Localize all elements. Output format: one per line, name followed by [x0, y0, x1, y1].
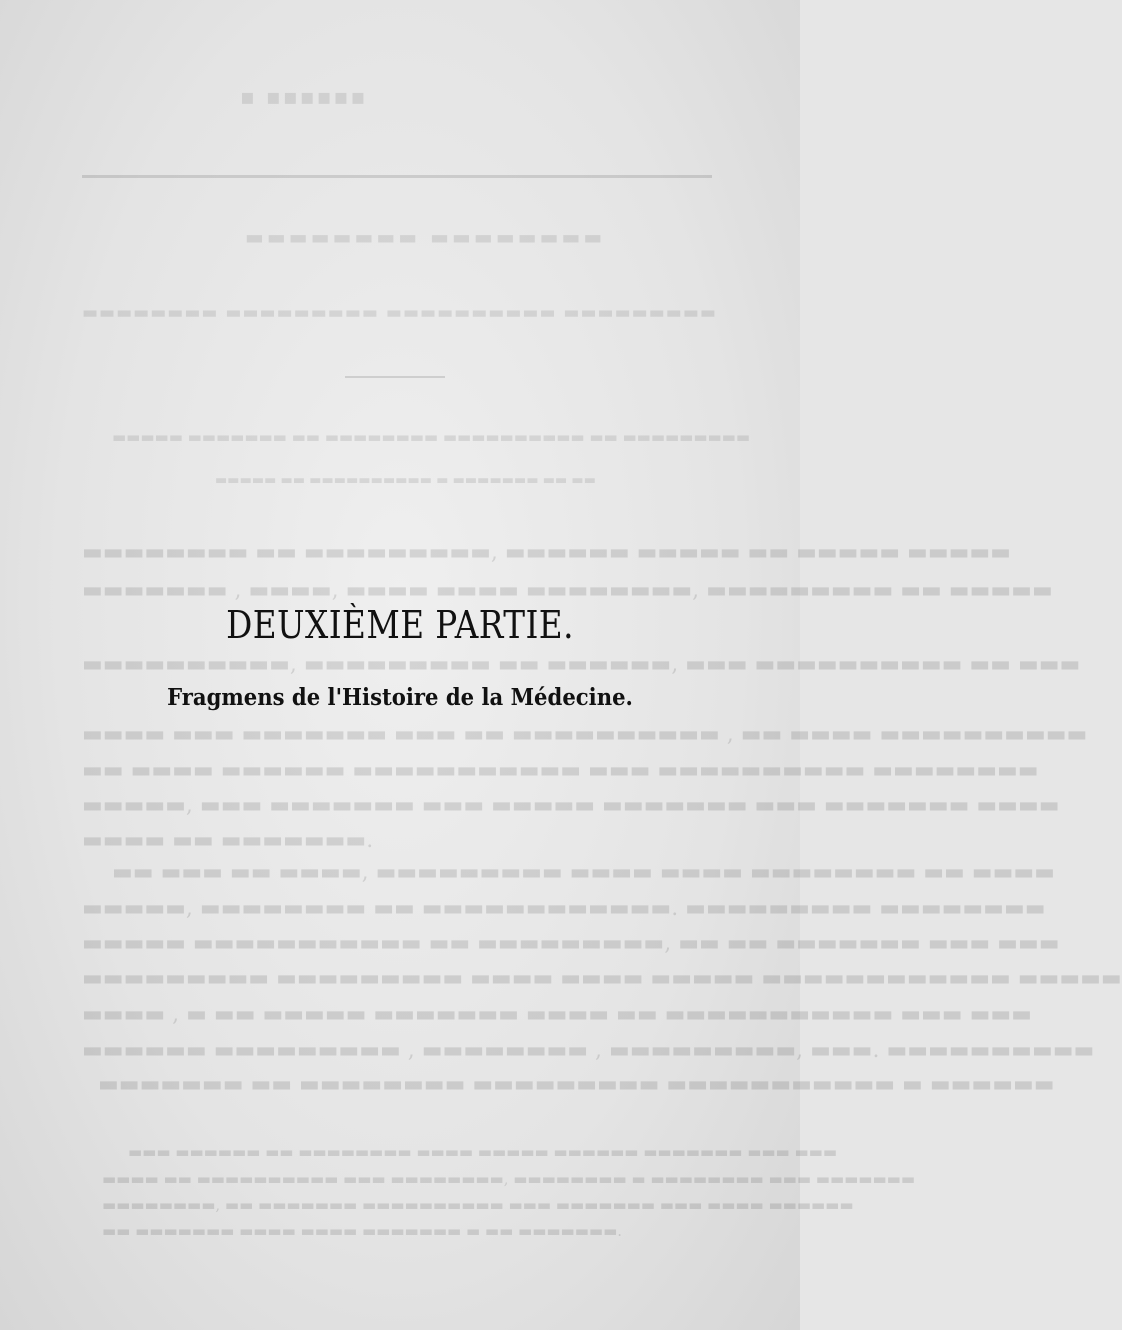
show-through-header: ▪ ▪▪▪▪▪▪: [240, 85, 368, 110]
show-through-source: ▬▬▬▬▬ ▬▬ ▬▬▬▬▬▬▬▬▬▬ ▬ ▬▬▬▬▬▬▬ ▬▬ ▬▬: [215, 473, 596, 488]
part-subtitle: Fragmens de l'Histoire de la Médecine.: [167, 684, 633, 711]
show-through-heading: ▬▬▬▬▬ ▬▬▬▬▬▬▬ ▬▬ ▬▬▬▬▬▬▬▬ ▬▬▬▬▬▬▬▬▬▬ ▬▬ ▬▬▬▬▬▬▬▬▬: [112, 428, 751, 446]
show-through-line: ▬▬▬▬▬, ▬▬▬ ▬▬▬▬▬▬▬ ▬▬▬ ▬▬▬▬▬ ▬▬▬▬▬▬▬ ▬▬▬ ▬▬▬▬▬▬▬ ▬▬▬▬: [82, 793, 1060, 818]
show-through-line: ▬▬▬▬▬▬▬▬▬▬, ▬▬▬▬▬▬▬▬▬ ▬▬ ▬▬▬▬▬▬, ▬▬▬ ▬▬▬▬▬▬▬▬▬▬ ▬▬ ▬▬▬: [82, 652, 1081, 677]
part-title: DEUXIÈME PARTIE.: [226, 603, 574, 647]
show-through-line: ▬▬▬▬ ▬▬ ▬▬▬▬▬▬▬.: [82, 828, 374, 853]
show-through-chapter: ▬▬▬▬▬▬▬▬ ▬▬▬▬▬▬▬▬: [245, 225, 606, 249]
show-through-rule: [82, 175, 712, 178]
show-through-footnote: ▬▬▬ ▬▬▬▬▬▬ ▬▬ ▬▬▬▬▬▬▬▬ ▬▬▬▬ ▬▬▬▬▬ ▬▬▬▬▬▬ ▬▬▬▬▬▬▬ ▬▬▬ ▬▬▬: [128, 1143, 838, 1161]
show-through-line: ▬▬▬▬▬▬▬▬ ▬▬ ▬▬▬▬▬▬▬▬▬, ▬▬▬▬▬▬ ▬▬▬▬▬ ▬▬ ▬▬▬▬▬ ▬▬▬▬▬: [82, 540, 1011, 565]
show-through-line: ▬▬▬▬▬▬▬ ▬▬ ▬▬▬▬▬▬▬▬ ▬▬▬▬▬▬▬▬▬ ▬▬▬▬▬▬▬▬▬▬▬ ▬ ▬▬▬▬▬▬: [98, 1072, 1055, 1097]
show-through-footnote: ▬▬ ▬▬▬▬▬▬▬ ▬▬▬▬ ▬▬▬▬ ▬▬▬▬▬▬▬ ▬ ▬▬ ▬▬▬▬▬▬▬.: [102, 1222, 623, 1240]
show-through-line: ▬▬ ▬▬▬▬ ▬▬▬▬▬▬ ▬▬▬▬▬▬▬▬▬▬▬ ▬▬▬ ▬▬▬▬▬▬▬▬▬▬ ▬▬▬▬▬▬▬▬: [82, 758, 1039, 783]
show-through-footnote: ▬▬▬▬▬▬▬▬, ▬▬ ▬▬▬▬▬▬▬ ▬▬▬▬▬▬▬▬▬▬ ▬▬▬ ▬▬▬▬▬▬▬ ▬▬▬ ▬▬▬▬ ▬▬▬▬▬▬: [102, 1196, 854, 1214]
show-through-line: ▬▬▬▬▬▬▬▬▬ ▬▬▬▬▬▬▬▬▬ ▬▬▬▬ ▬▬▬▬ ▬▬▬▬▬ ▬▬▬▬▬▬▬▬▬▬▬▬ ▬▬▬▬▬: [82, 966, 1122, 991]
show-through-line: ▬▬▬▬▬▬ ▬▬▬▬▬▬▬▬▬ , ▬▬▬▬▬▬▬▬ , ▬▬▬▬▬▬▬▬▬, ▬▬▬. ▬▬▬▬▬▬▬▬▬▬: [82, 1038, 1095, 1063]
show-through-line: ▬▬▬▬▬ ▬▬▬▬▬▬▬▬▬▬▬ ▬▬ ▬▬▬▬▬▬▬▬▬, ▬▬ ▬▬ ▬▬▬▬▬▬▬ ▬▬▬ ▬▬▬: [82, 931, 1060, 956]
show-through-line: ▬▬▬▬ ▬▬▬ ▬▬▬▬▬▬▬ ▬▬▬ ▬▬ ▬▬▬▬▬▬▬▬▬▬ , ▬▬ ▬▬▬▬ ▬▬▬▬▬▬▬▬▬▬: [82, 722, 1088, 747]
show-through-line: ▬▬ ▬▬▬ ▬▬ ▬▬▬▬, ▬▬▬▬▬▬▬▬▬ ▬▬▬▬ ▬▬▬▬ ▬▬▬▬▬▬▬▬ ▬▬ ▬▬▬▬: [112, 860, 1055, 885]
show-through-footnote: ▬▬▬▬ ▬▬ ▬▬▬▬▬▬▬▬▬▬ ▬▬▬ ▬▬▬▬▬▬▬▬, ▬▬▬▬▬▬▬▬ ▬ ▬▬▬▬▬▬▬▬ ▬▬▬ ▬▬▬▬▬▬▬: [102, 1170, 915, 1188]
show-through-rule-small: [345, 376, 445, 378]
show-through-subtitle: ▬▬▬▬▬▬▬▬ ▬▬▬▬▬▬▬▬▬ ▬▬▬▬▬▬▬▬▬▬ ▬▬▬▬▬▬▬▬▬: [82, 303, 717, 323]
show-through-line: ▬▬▬▬▬▬▬ , ▬▬▬▬, ▬▬▬▬ ▬▬▬▬ ▬▬▬▬▬▬▬▬, ▬▬▬▬▬▬▬▬▬ ▬▬ ▬▬▬▬▬: [82, 578, 1053, 603]
show-through-line: ▬▬▬▬ , ▬ ▬▬ ▬▬▬▬▬ ▬▬▬▬▬▬▬ ▬▬▬▬ ▬▬ ▬▬▬▬▬▬▬▬▬▬▬ ▬▬▬ ▬▬▬: [82, 1002, 1032, 1027]
show-through-line: ▬▬▬▬▬, ▬▬▬▬▬▬▬▬ ▬▬ ▬▬▬▬▬▬▬▬▬▬▬▬. ▬▬▬▬▬▬▬▬▬ ▬▬▬▬▬▬▬▬: [82, 896, 1046, 921]
